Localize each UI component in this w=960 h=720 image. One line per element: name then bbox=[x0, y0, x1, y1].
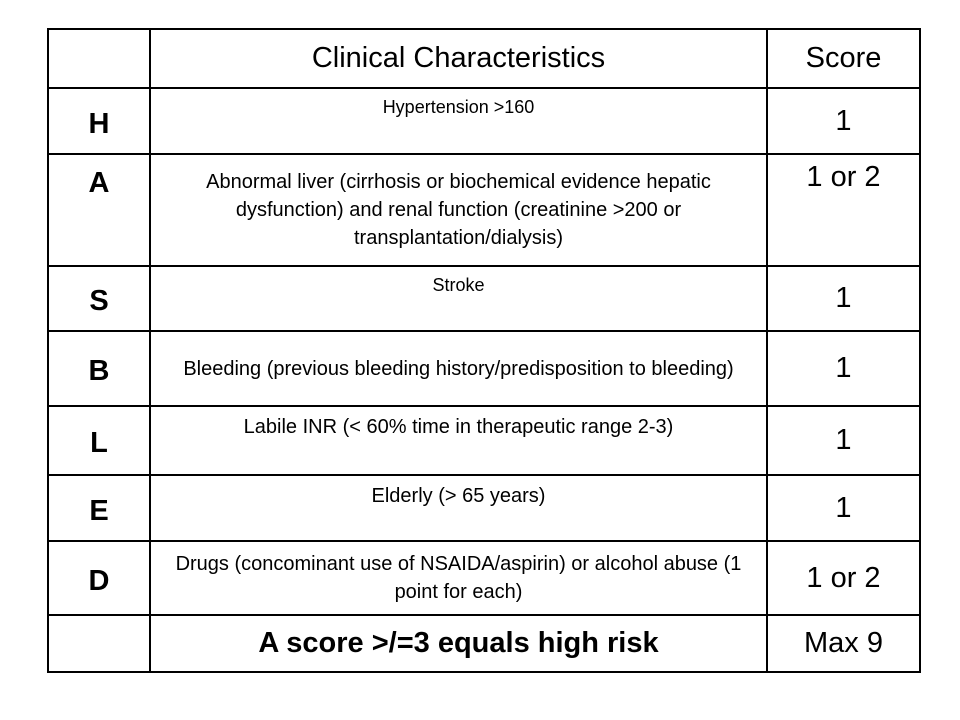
row-letter: B bbox=[88, 355, 110, 387]
footer-summary: A score >/=3 equals high risk bbox=[258, 627, 659, 659]
row-letter: L bbox=[90, 427, 108, 459]
header-empty-cell bbox=[48, 29, 150, 88]
table-row bbox=[48, 266, 920, 331]
score-cell bbox=[767, 406, 920, 475]
row-description: Stroke bbox=[432, 275, 485, 295]
footer-summary-cell bbox=[150, 615, 767, 672]
description-cell bbox=[150, 154, 767, 266]
row-score: 1 or 2 bbox=[806, 561, 881, 594]
letter-cell bbox=[48, 154, 150, 266]
description-cell bbox=[150, 266, 767, 331]
description-cell bbox=[150, 406, 767, 475]
row-letter: D bbox=[88, 564, 110, 597]
row-score: 1 bbox=[835, 424, 852, 456]
description-cell bbox=[150, 475, 767, 541]
header-characteristics-label: Clinical Characteristics bbox=[311, 42, 606, 74]
description-cell bbox=[150, 331, 767, 406]
footer-max-cell bbox=[767, 615, 920, 672]
score-cell bbox=[767, 154, 920, 266]
score-cell bbox=[767, 266, 920, 331]
footer-max-score: Max 9 bbox=[804, 627, 883, 659]
score-cell bbox=[767, 475, 920, 541]
letter-cell bbox=[48, 88, 150, 154]
letter-cell bbox=[48, 541, 150, 615]
letter-cell bbox=[48, 331, 150, 406]
table-row bbox=[48, 331, 920, 406]
row-description: Drugs (concominant use of NSAIDA/aspirin) or alcohol abuse (1 point for each) bbox=[175, 553, 742, 603]
letter-cell bbox=[48, 406, 150, 475]
footer-row bbox=[48, 615, 920, 672]
row-letter: A bbox=[88, 167, 110, 199]
row-description: Abnormal liver (cirrhosis or biochemical evidence hepatic dysfunction) and renal function (creatinine >200 or transplantation/dialysis) bbox=[206, 171, 711, 249]
footer-empty-cell bbox=[48, 615, 150, 672]
letter-cell bbox=[48, 266, 150, 331]
row-description: Bleeding (previous bleeding history/predisposition to bleeding) bbox=[183, 357, 734, 380]
row-letter: E bbox=[89, 494, 109, 527]
table-row bbox=[48, 475, 920, 541]
row-description: Elderly (> 65 years) bbox=[371, 485, 546, 507]
row-letter: H bbox=[88, 107, 110, 140]
row-letter: S bbox=[89, 285, 109, 317]
description-cell bbox=[150, 541, 767, 615]
description-cell bbox=[150, 88, 767, 154]
table-row bbox=[48, 541, 920, 615]
letter-cell bbox=[48, 475, 150, 541]
row-score: 1 or 2 bbox=[806, 161, 881, 193]
score-cell bbox=[767, 88, 920, 154]
header-score-label: Score bbox=[805, 42, 882, 74]
header-score-cell bbox=[767, 29, 920, 88]
header-characteristics-cell bbox=[150, 29, 767, 88]
row-description: Hypertension >160 bbox=[382, 97, 535, 117]
score-cell bbox=[767, 541, 920, 615]
row-score: 1 bbox=[835, 282, 852, 314]
score-cell bbox=[767, 331, 920, 406]
table-row bbox=[48, 88, 920, 154]
has-bled-score-table bbox=[47, 28, 921, 673]
row-description: Labile INR (< 60% time in therapeutic range 2-3) bbox=[243, 416, 674, 438]
row-score: 1 bbox=[835, 352, 852, 384]
table-row bbox=[48, 406, 920, 475]
header-row bbox=[48, 29, 920, 88]
table-row bbox=[48, 154, 920, 266]
row-score: 1 bbox=[835, 104, 852, 137]
row-score: 1 bbox=[835, 491, 852, 524]
